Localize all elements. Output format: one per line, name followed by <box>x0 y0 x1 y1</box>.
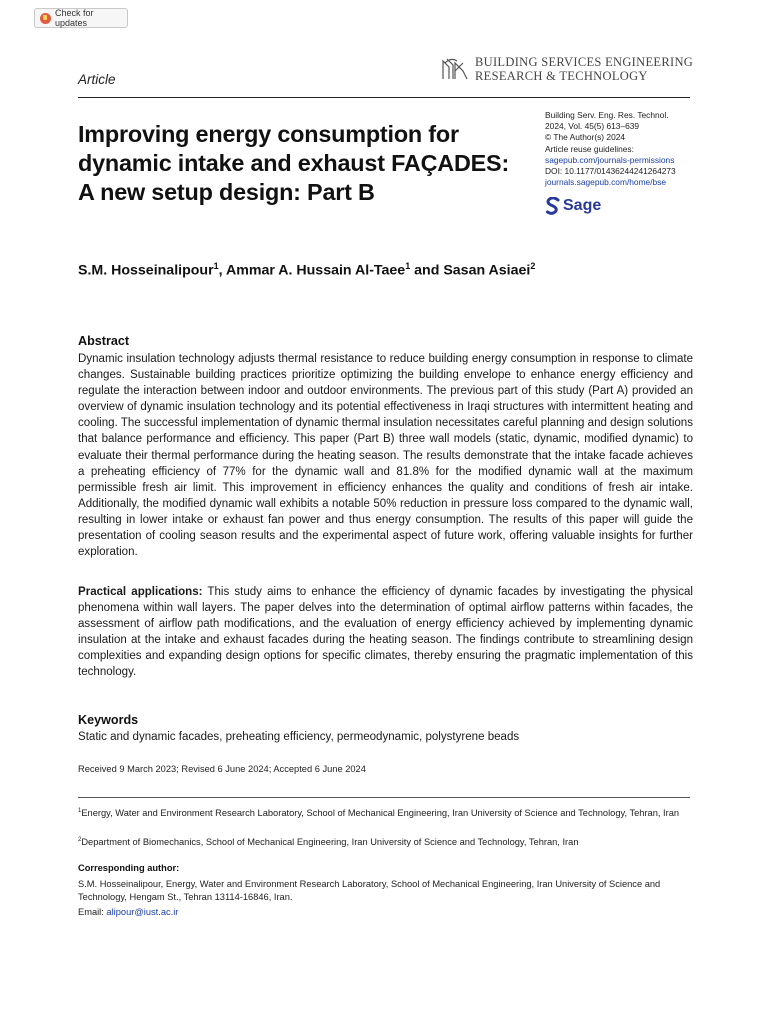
author-name: Sasan Asiaei <box>443 262 531 279</box>
check-for-updates-label: Check for updates <box>55 8 94 28</box>
header-rule <box>78 97 690 98</box>
footnote-rule <box>78 797 690 798</box>
check-for-updates-icon <box>40 13 51 24</box>
publisher-logo <box>546 197 601 215</box>
publisher-name: Sage <box>563 197 602 214</box>
abstract-text: Dynamic insulation technology adjusts thermal resistance to reduce building energy consumption in response to climate changes. Sustainable building practices prioritize optimizing the building envelope to enhance energy efficiency and regulate the interaction between indoor and outdoor environments. The previous part of this study (Part A) provided an overview of dynamic insulation technology and its potential effectiveness in Iraqi structures with intermittent heating and cooling. The successful implementation of dynamic thermal insulation necessitates careful planning and design solutions that balance performance and efficiency. This paper (Part B) three wall models (static, dynamic, modified dynamic) to evaluate their thermal performance during the heating season. The results demonstrate that the intake facade achieves a preheating efficiency of 77% for the dynamic wall and 81.8% for the modified dynamic wall at the maximum permissible fresh air limit. This improvement in efficiency enhances the quality and conditions of fresh air intake. Additionally, the modified dynamic wall exhibits a notable 50% reduction in pressure loss compared to the dynamic wall, resulting in lower intake or exhaust fan power and thus energy consumption. The results of this paper will guide the presentation of cooling season results and the experimental aspect of future work, offering valuable insights for further exploration. <box>78 353 693 559</box>
citation-meta <box>545 110 715 188</box>
journal-logo <box>441 55 693 83</box>
author-separator: , <box>218 262 226 279</box>
keywords-text: Static and dynamic facades, preheating efficiency, permeodynamic, polystyrene beads <box>78 731 520 743</box>
practical-applications <box>78 584 693 681</box>
journal-home-link[interactable]: journals.sagepub.com/home/bse <box>545 177 667 188</box>
affiliation-2 <box>78 834 698 850</box>
author-name: Ammar A. Hussain Al-Taee <box>225 262 406 279</box>
journal-logo-icon <box>441 57 469 81</box>
affiliation-number: 1 <box>78 808 82 814</box>
article-type-label: Article <box>78 72 116 87</box>
practical-applications-text: This study aims to enhance the efficiency of dynamic facades by investigating the physical phenomena within wall layers. The paper delves into the determination of optimal airflow patterns within facades, the assessment of airflow path modifications, and the evaluation of energy efficiency achieved by implementing dynamic insulation at the intake and exhaust facades during the heating season. The findings contribute to streamlining design complexities and expanding design options for specific climates, thereby ensuring the pragmatic implementation of this technology. <box>78 586 693 679</box>
copyright-line: © The Author(s) 2024 <box>545 132 626 143</box>
sage-s-icon <box>546 197 560 215</box>
corresponding-email-line <box>78 907 178 917</box>
affiliation-text: Department of Biomechanics, School of Mechanical Engineering, Iran University of Science and Technology, Tehran, Iran <box>81 837 579 848</box>
keywords-heading: Keywords <box>78 713 139 727</box>
received-dates: Received 9 March 2023; Revised 6 June 2024; Accepted 6 June 2024 <box>78 764 366 774</box>
check-for-updates-button[interactable] <box>34 8 128 28</box>
abstract-heading: Abstract <box>78 334 130 348</box>
citation-journal: Building Serv. Eng. Res. Technol. <box>545 110 669 120</box>
author-affiliation-mark: 1 <box>213 261 219 271</box>
journal-name-line2: RESEARCH & TECHNOLOGY <box>475 69 648 83</box>
affiliation-number: 2 <box>78 837 82 843</box>
email-label: Email: <box>78 907 107 917</box>
corresponding-heading: Corresponding author: <box>78 863 180 873</box>
affiliation-text: Energy, Water and Environment Research Laboratory, School of Mechanical Engineering, Iran University of Science and Technology, Tehran, Iran <box>81 808 680 819</box>
practical-applications-label: Practical applications: <box>78 586 203 598</box>
citation-volume: 2024, Vol. 45(5) 613–639 <box>545 121 640 132</box>
author-separator: and <box>410 262 444 279</box>
author-name: S.M. Hosseinalipour <box>78 262 214 279</box>
author-affiliation-mark: 1 <box>405 261 411 271</box>
author-list <box>78 261 535 279</box>
reuse-link[interactable]: sagepub.com/journals-permissions <box>545 154 675 165</box>
author-affiliation-mark: 2 <box>530 261 536 271</box>
reuse-label: Article reuse guidelines: <box>545 143 634 154</box>
email-link[interactable]: alipour@iust.ac.ir <box>106 907 179 917</box>
article-title: Improving energy consumption for dynamic intake and exhaust FAÇADES: A new setup design: Part B <box>78 121 510 205</box>
corresponding-text: S.M. Hosseinalipour, Energy, Water and Environment Research Laboratory, School of Mechanical Engineering, Iran University of Science and Technology, Hengam St., Tehran 13114-16846, Iran. <box>78 879 661 903</box>
affiliation-1 <box>78 805 698 821</box>
journal-name-line1: BUILDING SERVICES ENGINEERING <box>475 55 694 69</box>
doi-line: DOI: 10.1177/01436244241264273 <box>545 166 676 177</box>
